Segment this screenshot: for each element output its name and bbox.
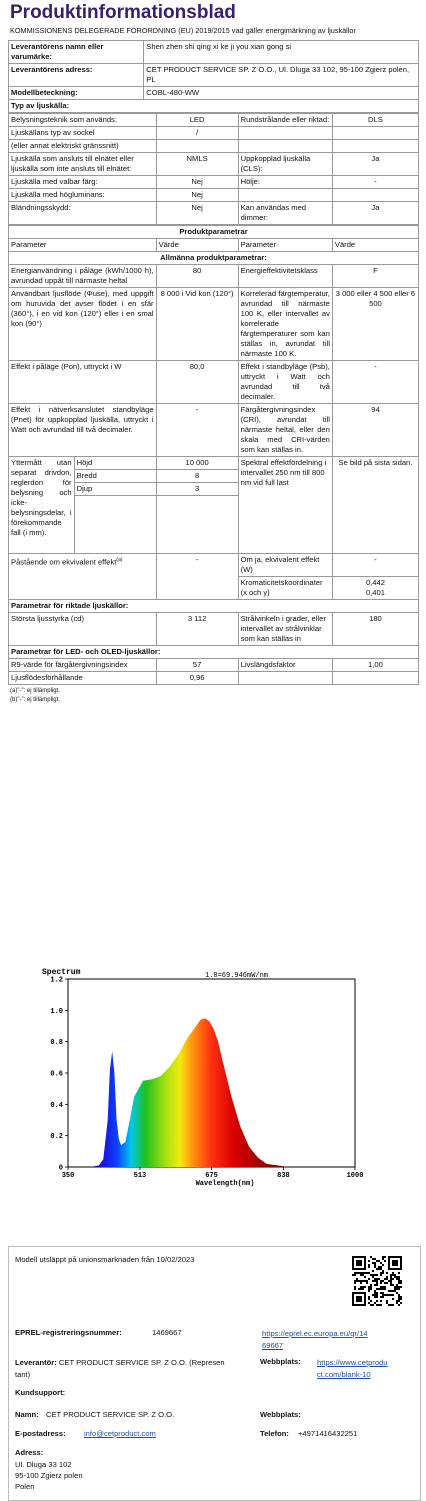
type-label: Ljuskälla med högluminans:	[9, 189, 157, 202]
directed-title: Parametrar för riktade ljuskällor:	[9, 600, 419, 613]
product-info-sheet	[8, 0, 419, 705]
lifetime-factor-value: 1,00	[332, 659, 418, 672]
phone-value: +4971416432251	[298, 1429, 358, 1438]
type-right-value: DLS	[332, 114, 418, 127]
col-parameter-2: Parameter	[238, 239, 332, 252]
param-right-label: Effekt i standbyläge (Psb), uttryckt i Watt och avrundad till två decimaler.	[238, 361, 332, 404]
param-value: 80	[156, 265, 238, 288]
supplier-table	[8, 40, 419, 113]
footnote-b: (b)"-": ej tillämpligt.	[10, 697, 60, 703]
flux-ratio-label: Ljusflödesförhållande	[9, 672, 157, 685]
name-value: CET PRODUCT SERVICE SP. Z O.O.	[46, 1410, 175, 1419]
param-right-value: 94	[332, 404, 418, 457]
chromaticity-label: Kromaticitetskoordinater (x och y)	[238, 577, 332, 600]
x-tick-label: 838	[277, 1172, 290, 1180]
flux-ratio-value: 0,96	[156, 672, 238, 685]
supplier-name-label: Leverantörens namn eller varumärke:	[9, 41, 144, 64]
type-table	[8, 113, 419, 225]
eprel-link[interactable]: https://eprel.ec.europa.eu/qr/14 69667	[262, 1329, 368, 1350]
website-link[interactable]: https://www.cetprodu ct.com/blank-10	[317, 1358, 388, 1379]
col-value-2: Värde	[332, 239, 418, 252]
y-tick-label: 0	[58, 1164, 63, 1173]
dim-value: 10 000	[156, 457, 238, 470]
address-label: Adress:	[15, 1448, 44, 1457]
type-right-label	[238, 189, 332, 202]
r9-value: 57	[156, 659, 238, 672]
type-label: Belysningsteknik som används:	[9, 114, 157, 127]
x-axis-label: Wavelength(nm)	[195, 1180, 255, 1187]
type-value	[156, 140, 238, 153]
equivalent-claim-value: -	[156, 554, 238, 600]
max-intensity-value: 3 112	[156, 613, 238, 646]
type-heading: Typ av ljuskälla:	[9, 100, 419, 113]
chart-title: Spectrum	[42, 968, 81, 977]
type-row	[9, 202, 419, 225]
type-value: Nej	[156, 189, 238, 202]
type-label: (eller annat elektriskt gränssnitt)	[9, 140, 157, 153]
support-label: Kundsupport:	[15, 1388, 66, 1397]
general-params-title: Allmänna produktparametrar:	[9, 252, 419, 265]
y-tick-label: 0.8	[50, 1039, 63, 1048]
beam-angle-label: Strålvinkeln i grader, eller intervallet av strålvinklar som kan ställas in	[238, 613, 332, 646]
dim-key: Djup	[74, 483, 156, 496]
dim-key: Höjd	[74, 457, 156, 470]
type-label: Bländningsskydd:	[9, 202, 157, 225]
type-right-label: Kan användas med dimmer:	[238, 202, 332, 225]
qr-code-icon	[352, 1256, 402, 1306]
address-value: Ul. Dluga 33 102 95-100 Zgierz polen Polen	[15, 1460, 83, 1491]
type-right-value: Ja	[332, 202, 418, 225]
model-label: Modellbeteckning:	[9, 87, 144, 100]
type-value: LED	[156, 114, 238, 127]
dimensions-row-1	[9, 457, 419, 470]
supplier-name-value: Shen zhen shi qing xi ke ji you xian gong si	[144, 41, 419, 64]
equivalent-claim-label: Påstående om ekvivalent effekt$^{(a)}$	[9, 554, 157, 600]
y-tick-label: 0.2	[50, 1133, 63, 1142]
type-value: NMLS	[156, 153, 238, 176]
type-label: Ljuskälla med valbar färg:	[9, 176, 157, 189]
type-label: Ljuskälla som ansluts till elnätet eller ljuskälla som inte ansluts till elnätet:	[9, 153, 157, 176]
website-label-2: Webbplats:	[260, 1410, 301, 1419]
type-right-value: -	[332, 176, 418, 189]
type-row	[9, 127, 419, 140]
y-tick-label: 1.2	[50, 976, 63, 985]
type-row	[9, 189, 419, 202]
y-tick-label: 1.0	[50, 1007, 63, 1016]
dimensions-label: Yttermått utan separat drivdon, reglerdon för belysning och icke-belysningsdelar, i förekommande fall (i mm).	[9, 457, 75, 554]
spectral-value: Se bild på sista sidan.	[332, 457, 418, 554]
parameters-section-title: Produktparametrar	[9, 226, 419, 239]
email-label: E-postadress:	[15, 1429, 66, 1438]
param-right-label: Korrelerad färgtemperatur, avrundad till närmaste 100 K, eller intervallet av korrelerade färgtemperaturer som kan ställas in, avrundat till närmaste 100 K.	[238, 288, 332, 361]
r9-label: R9-värde för färgåtergivningsindex	[9, 659, 157, 672]
type-right-label: Rundstrålande eller riktad:	[238, 114, 332, 127]
eprel-value: 1469667	[152, 1328, 182, 1337]
param-row	[9, 265, 419, 288]
regulation-subtitle: KOMMISSIONENS DELEGERADE FÖRORDNING (EU) 2019/2015 vad gäller energimärkning av ljuskällor	[10, 26, 356, 35]
type-row	[9, 114, 419, 127]
type-label: Ljuskällans typ av sockel	[9, 127, 157, 140]
param-value: 8 000 i Vid kon (120°)	[156, 288, 238, 361]
y-tick-label: 0.6	[50, 1070, 63, 1079]
type-right-label	[238, 140, 332, 153]
y-tick-label: 0.4	[50, 1101, 63, 1110]
param-right-value: 3 000 eller 4 500 eller 6 500	[332, 288, 418, 361]
param-right-value: F	[332, 265, 418, 288]
email-link[interactable]: info@cetproduct.com	[84, 1429, 156, 1438]
footnote-a: (a)"-": ej tillämpligt.	[10, 688, 60, 694]
supplier-line: Leverantör: CET PRODUCT SERVICE SP. Z O.O. (Represen tant)	[15, 1358, 225, 1379]
type-value: Nej	[156, 202, 238, 225]
market-date: Modell utsläppt på unionsmarknaden från 10/02/2023	[15, 1255, 195, 1264]
dim-value: 8	[156, 470, 238, 483]
supplier-address-label: Leverantörens adress:	[9, 64, 144, 87]
chart-annotation: 1.0=69.946mW/nm	[205, 972, 269, 980]
x-tick-label: 675	[205, 1172, 218, 1180]
spectrum-chart	[40, 965, 382, 1187]
param-label: Användbart ljusflöde (Φuse), med uppgift om huruvida det avser flödet i en sfär (360°), i en vid kon (120°) eller i en smal kon (90°)	[9, 288, 157, 361]
type-right-value	[332, 140, 418, 153]
type-value: Nej	[156, 176, 238, 189]
param-right-label: Färgåtergivningsindex (CRI), avrundat till närmaste heltal, eller den skala med CRI-värden som kan ställas in.	[238, 404, 332, 457]
led-title: Parametrar för LED- och OLED-ljuskällor:	[9, 646, 419, 659]
x-tick-label: 350	[61, 1172, 75, 1180]
type-value: /	[156, 127, 238, 140]
type-row	[9, 140, 419, 153]
param-value: 80,0	[156, 361, 238, 404]
type-right-label: Hölje:	[238, 176, 332, 189]
eprel-panel	[8, 1246, 421, 1501]
type-right-label: Uppkopplad ljuskälla (CLS):	[238, 153, 332, 176]
website-label: Webbplats:	[260, 1357, 301, 1366]
name-label: Namn:	[15, 1410, 39, 1419]
param-row	[9, 361, 419, 404]
parameters-table	[8, 225, 419, 685]
type-right-value	[332, 189, 418, 202]
equivalent-power-label: Om ja, ekvivalent effekt (W)	[238, 554, 332, 577]
param-label: Energianvändning i påläge (kWh/1000 h), avrundad uppåt till närmaste heltal	[9, 265, 157, 288]
page-title: Produktinformationsblad	[10, 2, 236, 23]
param-label: Effekt i påläge (Pon), uttryckt i W	[9, 361, 157, 404]
param-right-label: Energieffektivitetsklass	[238, 265, 332, 288]
col-value: Värde	[156, 239, 238, 252]
type-right-value: Ja	[332, 153, 418, 176]
param-row	[9, 404, 419, 457]
type-right-label	[238, 127, 332, 140]
model-value: COBL-480-WW	[144, 87, 419, 100]
equivalent-power-value: -	[332, 554, 418, 577]
x-tick-label: 1000	[346, 1172, 364, 1180]
type-row	[9, 153, 419, 176]
spectral-label: Spektral effektfördelning i intervallet 250 nm till 800 nm vid full last	[238, 457, 332, 554]
dim-key: Bredd	[74, 470, 156, 483]
beam-angle-value: 180	[332, 613, 418, 646]
dim-value: 3	[156, 483, 238, 496]
param-value: -	[156, 404, 238, 457]
col-parameter: Parameter	[9, 239, 157, 252]
x-tick-label: 513	[133, 1172, 147, 1180]
supplier-address-value: CET PRODUCT SERVICE SP. Z O.O., Ul. Dluga 33 102, 95-100 Zgierz polen, PL	[144, 64, 419, 87]
max-intensity-label: Största ljusstyrka (cd)	[9, 613, 157, 646]
param-label: Effekt i nätverksanslutet standbyläge (Pnet) för uppkopplad ljuskälla, uttryckt i Watt och avrundad till två decimaler.	[9, 404, 157, 457]
param-row	[9, 288, 419, 361]
chromaticity-value: 0,442 0,401	[332, 577, 418, 600]
param-right-value: -	[332, 361, 418, 404]
phone-label: Telefon:	[260, 1429, 289, 1438]
lifetime-factor-label: Livslängdsfaktor	[238, 659, 332, 672]
type-right-value	[332, 127, 418, 140]
eprel-label: EPREL-registreringsnummer:	[15, 1328, 122, 1337]
type-row	[9, 176, 419, 189]
